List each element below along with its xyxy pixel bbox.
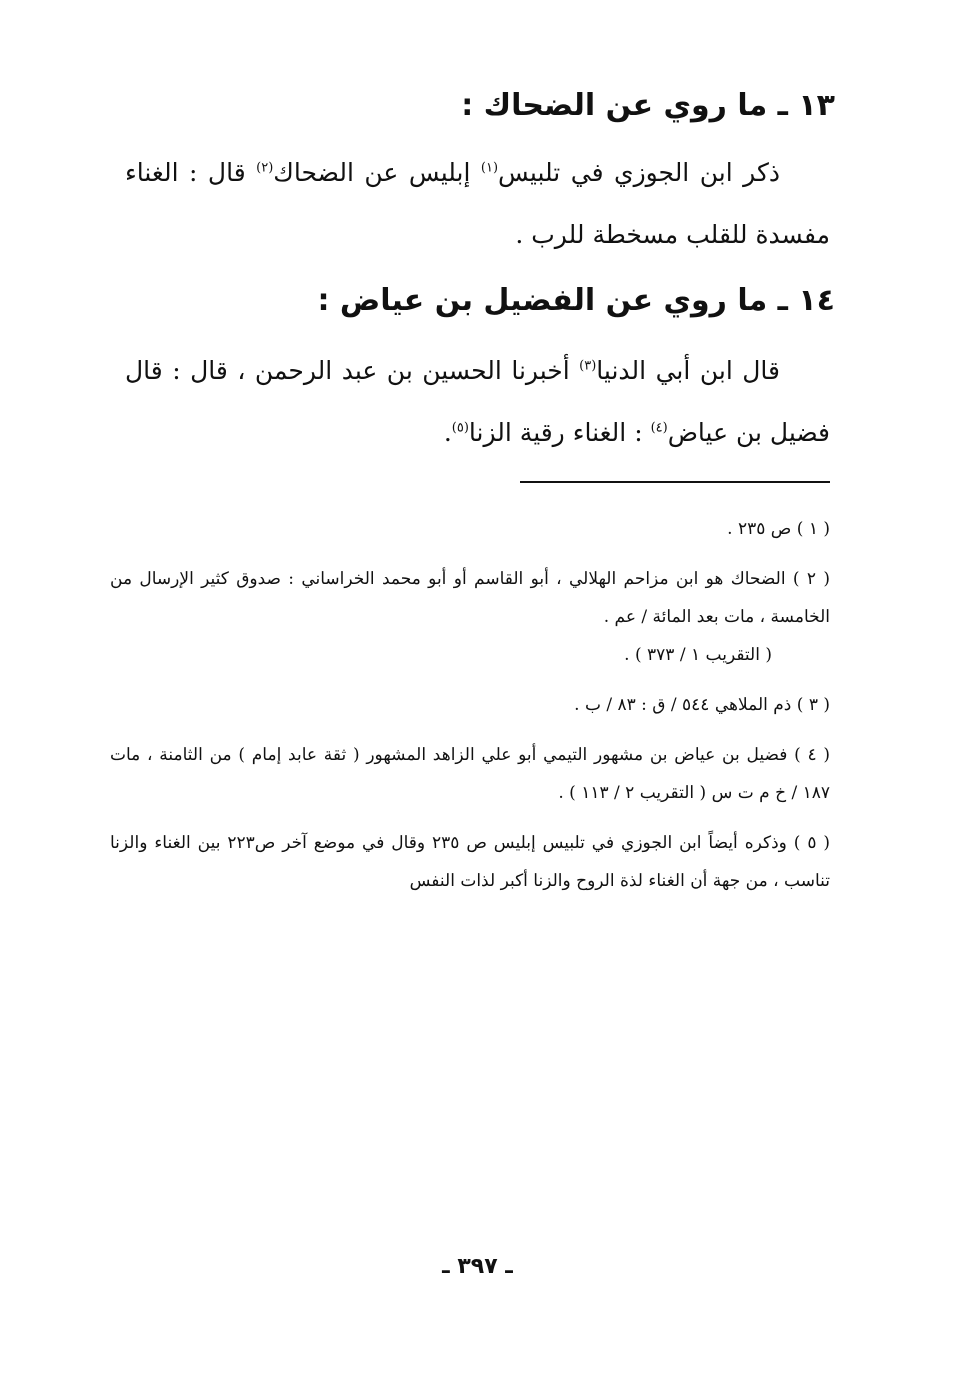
section-heading-13: ١٣ ـ ما روي عن الضحاك : [461, 88, 835, 123]
footnote-text: فضيل بن عياض بن مشهور التيمي أبو علي الزاهد المشهور ( ثقة عابد إمام ) من الثامنة ، مات ١٨٧ / خ م ت س ( التقريب ٢ / ١١٣ ) . [110, 745, 830, 803]
footnote-number: ( ٢ ) [792, 569, 831, 589]
footnote-1 [110, 510, 830, 548]
footnotes [110, 510, 830, 912]
footnote-3 [110, 686, 830, 724]
page-number: ـ ٣٩٧ ـ [442, 1254, 513, 1279]
footnote-marker-3: (٣) [579, 358, 597, 374]
footnote-number: ( ١ ) [796, 519, 830, 539]
footnote-reference: ( التقريب ١ / ٣٧٣ ) . [624, 645, 772, 665]
paragraph-text: قال : الغناء مفسدة للقلب مسخطة للرب . [125, 158, 830, 249]
footnote-text: ذم الملاهي ٥٤٤ / ق : ٨٣ / ب . [574, 695, 792, 715]
footnote-text: ص ٢٣٥ . [727, 519, 792, 539]
footnote-5 [110, 824, 830, 900]
footnote-text: الضحاك هو ابن مزاحم الهلالي ، أبو القاسم أو أبو محمد الخراساني : صدوق كثير الإرسال من الخامسة ، مات بعد المائة / عم . [110, 569, 830, 627]
footnote-marker-4: (٤) [650, 420, 668, 436]
paragraph-text: إبليس عن الضحاك [273, 158, 481, 187]
footnote-4 [110, 736, 830, 812]
paragraph-text: . [443, 418, 452, 447]
paragraph-text: قال ابن أبي الدنيا [596, 356, 780, 385]
paragraph-text: أخبرنا الحسين بن عبد الرحمن ، قال : قال فضيل بن عياض [125, 356, 830, 447]
section-heading-14: ١٤ ـ ما روي عن الفضيل بن عياض : [317, 283, 835, 318]
footnote-marker-2: (٢) [256, 160, 274, 176]
section-paragraph-13 [125, 142, 830, 266]
footnote-divider [520, 481, 830, 483]
footnote-text: وذكره أيضاً ابن الجوزي في تلبيس إبليس ص ٢٣٥ وقال في موضع آخر ص٢٢٣ بين الغناء والزنا تناسب ، من جهة أن الغناء لذة الروح والزنا أكبر لذات النفس [110, 833, 830, 891]
paragraph-text: ذكر ابن الجوزي في تلبيس [498, 158, 780, 187]
footnote-number: ( ٥ ) [793, 833, 831, 853]
footnote-number: ( ٤ ) [794, 745, 831, 765]
section-paragraph-14 [125, 340, 830, 464]
footnote-number: ( ٣ ) [796, 695, 830, 715]
paragraph-text: : الغناء رقية الزنا [468, 418, 651, 447]
footnote-2 [110, 560, 830, 674]
footnote-marker-5: (٥) [451, 420, 469, 436]
footnote-marker-1: (١) [480, 160, 499, 176]
